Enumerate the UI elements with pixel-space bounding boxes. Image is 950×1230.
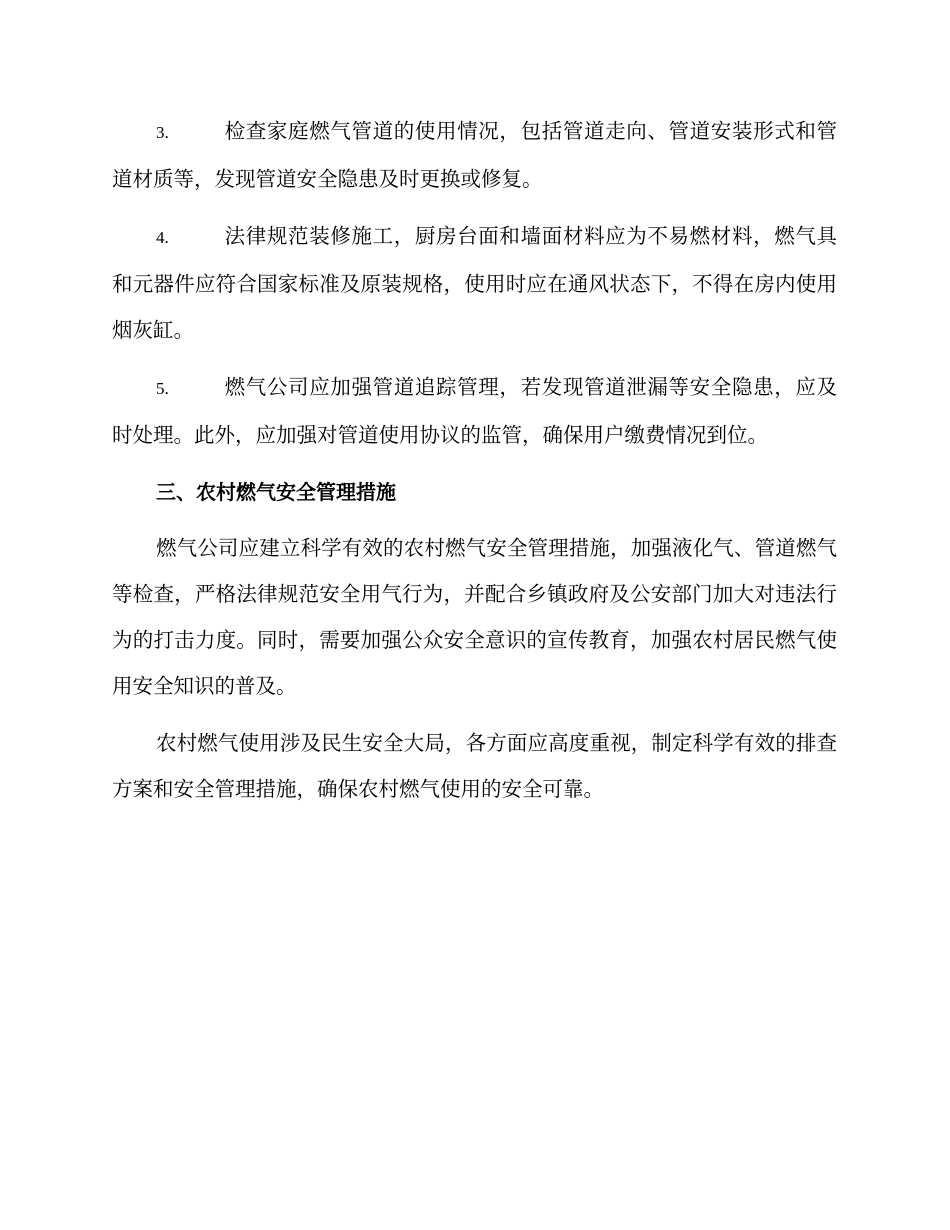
list-item-text: 法律规范装修施工，厨房台面和墙面材料应为不易燃材料，燃气具和元器件应符合国家标准及原装规格，使用时应在通风状态下，不得在房内使用烟灰缸。	[112, 224, 837, 342]
list-item-text: 检查家庭燃气管道的使用情况，包括管道走向、管道安装形式和管道材质等，发现管道安全隐患及时更换或修复。	[112, 119, 837, 191]
list-number: 4.	[156, 228, 169, 247]
list-item-4	[112, 213, 837, 353]
body-paragraph: 农村燃气使用涉及民生安全大局，各方面应高度重视，制定科学有效的排查方案和安全管理措施，确保农村燃气使用的安全可靠。	[112, 731, 837, 801]
list-number: 3.	[156, 123, 169, 142]
section-heading: 三、农村燃气安全管理措施	[156, 480, 396, 504]
list-item-3	[112, 108, 837, 202]
list-number: 5.	[156, 379, 169, 398]
document-body	[112, 108, 837, 823]
list-item-5	[112, 364, 837, 458]
body-paragraph: 燃气公司应建立科学有效的农村燃气安全管理措施，加强液化气、管道燃气等检查，严格法律规范安全用气行为，并配合乡镇政府及公安部门加大对违法行为的打击力度。同时，需要加强公众安全意识的宣传教育，加强农村居民燃气使用安全知识的普及。	[112, 536, 837, 698]
list-item-text: 燃气公司应加强管道追踪管理，若发现管道泄漏等安全隐患，应及时处理。此外，应加强对管道使用协议的监管，确保用户缴费情况到位。	[112, 375, 837, 447]
